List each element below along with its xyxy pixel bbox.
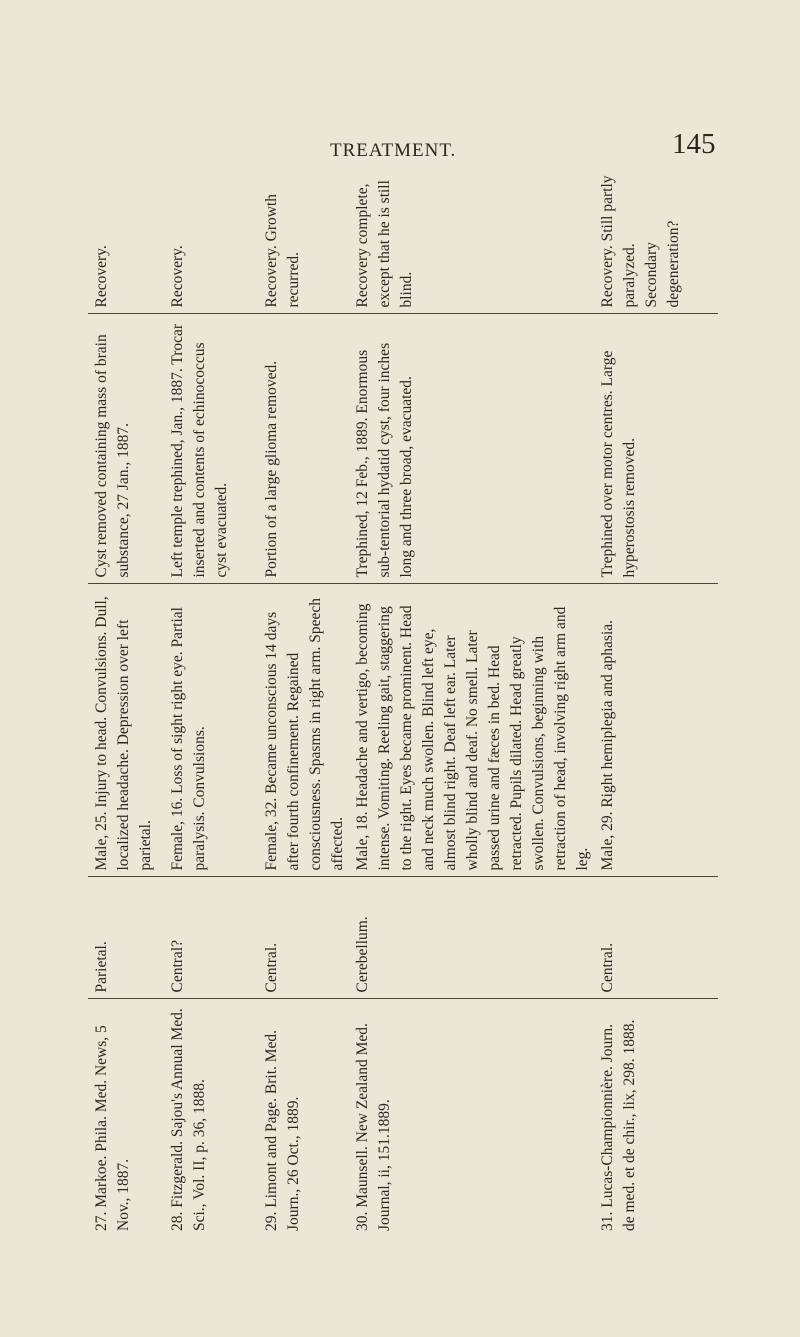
case-text: Male, 29. Right hemiplegia and aphasia. (599, 619, 616, 871)
operation-text: Cyst removed containing mass of brain substance, 27 Jan., 1887. (93, 334, 132, 578)
page-number: 145 (672, 128, 716, 160)
site-text: Central. (263, 943, 280, 993)
operation-text: Left temple trephined, Jan., 1887. Trocar inserted and contents of echinococcus cyst evacuated. (169, 323, 230, 578)
site-cell (594, 877, 718, 999)
case-table (88, 169, 718, 1237)
result-cell (258, 169, 349, 314)
operation-cell (88, 314, 164, 584)
site-text: Parietal. (93, 941, 110, 993)
site-text: Central. (599, 943, 616, 993)
case-text: Male, 18. Headache and vertigo, becoming intense. Vomiting. Reeling gait, staggering to the right. Eyes became prominent. Head and neck much swollen. Blind left eye, almost blind right. Deaf left ear. Later wholly blind and deaf. No smell. Later passed urine and fæces in bed. Head retracted. Pupils dilated. Head greatly swollen. Convulsions, beginning with retraction of head, involving right arm and leg. (354, 603, 591, 871)
reference-text: 30. Maunsell. New Zealand Med. Journal, ii, 151.1889. (354, 1023, 393, 1231)
result-cell (88, 169, 164, 314)
reference-cell (258, 999, 349, 1237)
site-cell (258, 877, 349, 999)
case-cell (594, 584, 718, 877)
reference-cell (594, 999, 718, 1237)
operation-cell (258, 314, 349, 584)
operation-text: Portion of a large glioma removed. (263, 360, 280, 578)
table-row (164, 169, 258, 1237)
rotated-table-wrapper (88, 169, 700, 1237)
reference-text: 27. Markoe. Phila. Med. News, 5 Nov., 1887. (93, 1025, 132, 1231)
operation-cell (164, 314, 258, 584)
case-cell (349, 584, 594, 877)
operation-text: Trephined, 12 Feb., 1889. Enormous sub-tentorial hydatid cyst, four inches long and three broad, evacuated. (354, 342, 415, 578)
site-text: Cerebellum. (354, 916, 371, 993)
table-row (258, 169, 349, 1237)
case-text: Male, 25. Injury to head. Convulsions. Dull, localized headache. Depression over left parietal. (93, 596, 154, 871)
result-cell (164, 169, 258, 314)
reference-text: 28. Fitzgerald. Sajou's Annual Med. Sci., Vol. II, p. 36, 1888. (169, 1008, 208, 1231)
table-row (88, 169, 164, 1237)
result-text: Recovery. Still partly paralyzed. Secondary degeneration? (599, 175, 682, 308)
page-header (0, 118, 800, 161)
result-text: Recovery. (169, 245, 186, 308)
case-cell (164, 584, 258, 877)
case-text: Female, 32. Became unconscious 14 days after fourth confinement. Regained consciousness. Spasms in right arm. Speech affected. (263, 597, 346, 871)
result-cell (594, 169, 718, 314)
site-cell (349, 877, 594, 999)
site-cell (88, 877, 164, 999)
reference-text: 29. Limont and Page. Brit. Med. Journ., 26 Oct., 1889. (263, 1029, 302, 1231)
result-text: Recovery complete, except that he is still blind. (354, 180, 415, 308)
result-text: Recovery. Growth recurred. (263, 194, 302, 308)
operation-cell (594, 314, 718, 584)
site-cell (164, 877, 258, 999)
case-text: Female, 16. Loss of sight right eye. Partial paralysis. Convulsions. (169, 607, 208, 871)
result-text: Recovery. (93, 245, 110, 308)
reference-cell (88, 999, 164, 1237)
reference-cell (349, 999, 594, 1237)
result-cell (349, 169, 594, 314)
case-cell (258, 584, 349, 877)
table-row (349, 169, 594, 1237)
running-title: TREATMENT. (330, 140, 457, 161)
table-row (594, 169, 718, 1237)
operation-text: Trephined over motor centres. Large hyperostosis removed. (599, 350, 638, 578)
reference-text: 31. Lucas-Championnière. Journ. de med. et de chir., lix, 298. 1888. (599, 1019, 638, 1231)
case-cell (88, 584, 164, 877)
reference-cell (164, 999, 258, 1237)
operation-cell (349, 314, 594, 584)
site-text: Central? (169, 939, 186, 993)
